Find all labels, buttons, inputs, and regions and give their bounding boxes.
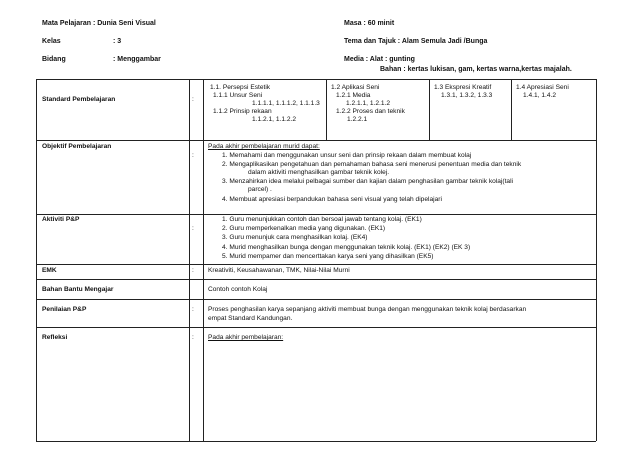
objective-item: 1. Memahami dan menggunakan unsur seni dan prinsip rekaan dalam membuat kolaj: [222, 152, 472, 159]
standard-2-item: 1.2.1 Media: [336, 92, 371, 99]
teaching-aids-label: Bahan Bantu Mengajar: [42, 286, 114, 293]
column-divider: [429, 79, 430, 140]
field-label: Bidang: [42, 56, 66, 63]
column-divider: [189, 79, 190, 441]
table-border: [36, 79, 596, 80]
standard-4-title: 1.4 Apresiasi Seni: [516, 84, 569, 91]
emk-value: Kreativiti, Keusahawanan, TMK, Nilai-Nilai Murni: [208, 267, 350, 274]
materials-label: Bahan : kertas lukisan, gam, kertas warna,kertas majalah.: [380, 66, 572, 73]
assessment-line: Proses penghasilan karya sepanjang aktiviti membuat bunga dengan menggunakan teknik kolaj berdasarkan: [208, 306, 527, 313]
objectives-label: Objektif Pembelajaran: [42, 143, 112, 150]
standard-2-item: 1.2.1.1, 1.2.1.2: [346, 100, 390, 107]
class-value: : 3: [113, 38, 122, 45]
table-border: [36, 441, 596, 442]
objective-item: parcel) .: [248, 186, 272, 193]
standards-label: Standard Pembelajaran: [42, 96, 116, 103]
standard-1-item: 1.1.1.1, 1.1.1.2, 1.1.1.3: [252, 100, 320, 107]
table-border: [36, 79, 37, 441]
theme-label: Tema dan Tajuk : Alam Semula Jadi /Bunga: [344, 38, 488, 45]
objective-item: dalam aktiviti menghasilkan gambar teknik kolej.: [248, 169, 390, 176]
activity-item: 3. Guru menunjuk cara menghasilkan kolaj. (EK4): [222, 234, 368, 241]
row-divider: [36, 140, 596, 141]
column-divider: [511, 79, 512, 140]
activity-item: 4. Murid menghasilkan bunga dengan menggunakan teknik kolaj. (EK1) (EK2) (EK 3): [222, 244, 471, 251]
standard-3-title: 1.3 Ekspresi Kreatif: [434, 84, 492, 91]
time-label: Masa : 60 minit: [344, 20, 395, 27]
objective-item: 4. Membuat apresiasi berpandukan bahasa seni visual yang telah dipelajari: [222, 196, 442, 203]
standard-3-item: 1.3.1, 1.3.2, 1.3.3: [441, 92, 493, 99]
activity-item: 2. Guru memperkenalkan media yang digunakan. (EK1): [222, 225, 386, 232]
reflection-label: Refleksi: [42, 334, 68, 341]
emk-label: EMK: [42, 267, 57, 274]
subject-label: Mata Pelajaran : Dunia Seni Visual: [42, 20, 156, 27]
standard-1-item: 1.1.1 Unsur Seni: [213, 92, 263, 99]
objective-item: 3. Menzahirkan idea melalui pelbagai sumber dan kajian dalam penghasilan gambar teknik kolaj(tali: [222, 178, 514, 185]
column-divider: [203, 79, 204, 441]
objectives-intro: Pada akhir pembelajaran murid dapat:: [208, 143, 320, 150]
standards-colon: :: [192, 96, 194, 103]
standard-4-item: 1.4.1, 1.4.2: [523, 92, 556, 99]
standard-2-item: 1.2.2.1: [347, 116, 368, 123]
objectives-colon: :: [192, 152, 194, 159]
standard-2-title: 1.2 Aplikasi Seni: [331, 84, 380, 91]
emk-colon: :: [192, 267, 194, 274]
row-divider: [36, 279, 596, 280]
activity-item: 5. Murid mempamer dan mencerttakan karya seni yang dihasilkan (EK5): [222, 253, 434, 260]
objective-item: 2. Mengaplikasikan pengetahuan dan pemahaman bahasa seni menerusi penentuan media dan teknik: [222, 161, 522, 168]
standard-1-title: 1.1. Persepsi Estetik: [210, 84, 271, 91]
standard-1-item: 1.1.2 Prinsip rekaan: [213, 108, 272, 115]
standard-2-item: 1.2.2 Proses dan teknik: [336, 108, 405, 115]
reflection-value: Pada akhir pembelajaran:: [208, 334, 284, 341]
table-border: [596, 79, 597, 441]
row-divider: [36, 214, 596, 215]
media-label: Media : Alat : gunting: [344, 56, 415, 63]
field-value: : Menggambar: [113, 56, 161, 63]
row-divider: [36, 264, 596, 265]
assessment-line: empat Standard Kandungan.: [208, 315, 293, 322]
reflection-colon: :: [192, 334, 194, 341]
row-divider: [36, 299, 596, 300]
teaching-aids-value: Contoh contoh Kolaj: [208, 286, 268, 293]
row-divider: [36, 327, 596, 328]
class-label: Kelas: [42, 38, 61, 45]
activity-item: 1. Guru menunjukkan contoh dan bersoal jawab tentang kolaj. (EK1): [222, 216, 422, 223]
activities-label: Aktiviti P&P: [42, 216, 80, 223]
assessment-label: Penilaian P&P: [42, 306, 87, 313]
activities-colon: :: [192, 225, 194, 232]
assessment-colon: :: [192, 306, 194, 313]
column-divider: [326, 79, 327, 140]
standard-1-item: 1.1.2.1, 1.1.2.2: [252, 116, 296, 123]
